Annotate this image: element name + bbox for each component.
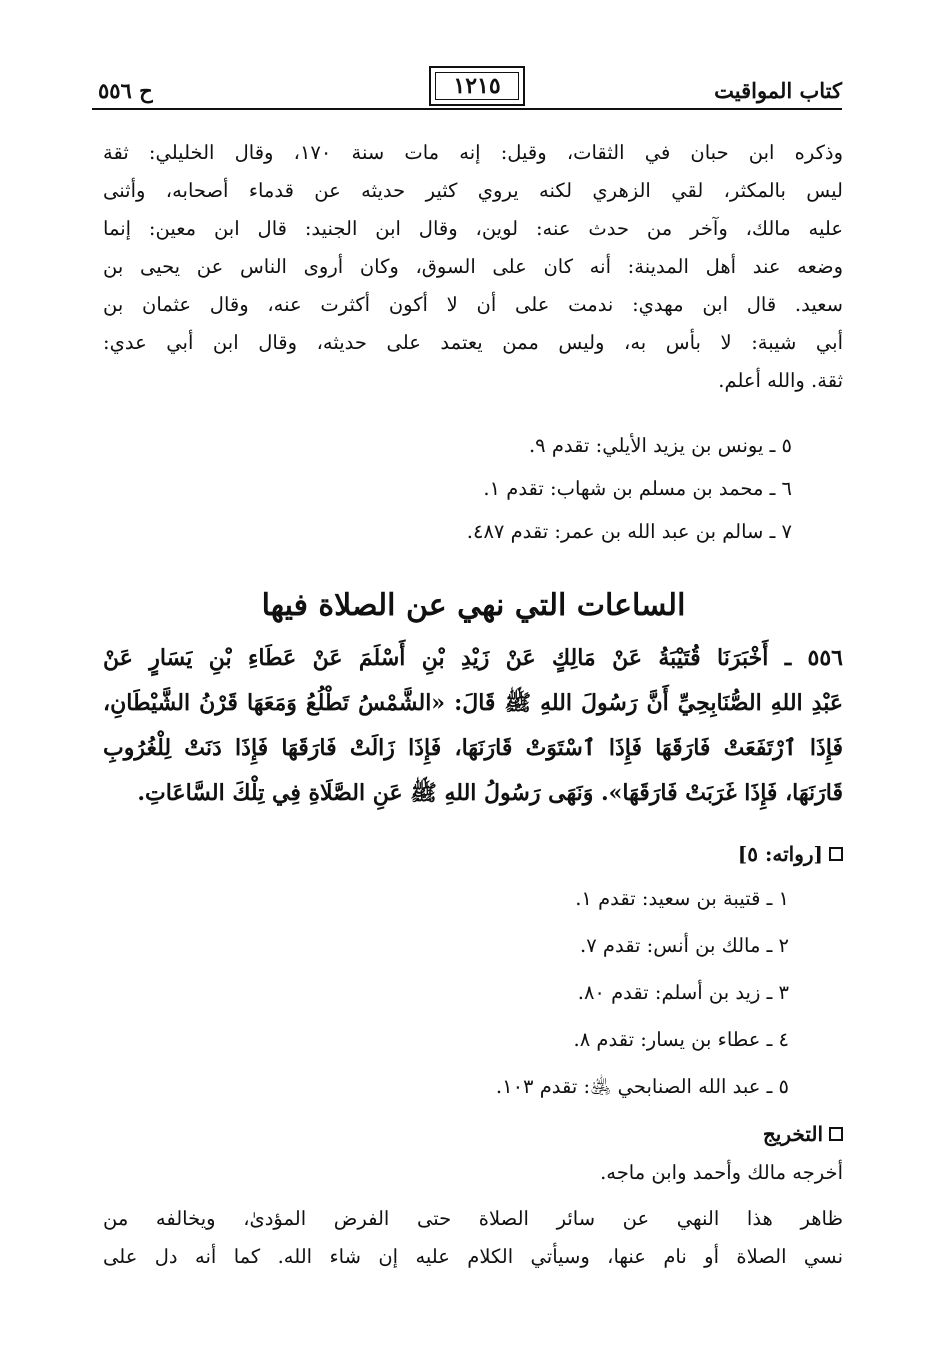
page-header: [92, 66, 842, 130]
text-line: سعيد. قال ابن مهدي: ندمت على أن لا أكون أكثرت عنه، وقال عثمان بن: [103, 293, 843, 316]
list-item: ٥ ـ عبد الله الصنابحي ﵁: تقدم ١٠٣.: [495, 1075, 789, 1098]
takhrij-heading-label: التخريج: [762, 1122, 823, 1146]
list-item: ٧ ـ سالم بن عبد الله بن عمر: تقدم ٤٨٧.: [466, 520, 792, 543]
list-item: ٢ ـ مالك بن أنس: تقدم ٧.: [580, 934, 789, 957]
text-line: وذكره ابن حبان في الثقات، وقيل: إنه مات سنة ١٧٠، وقال الخليلي: ثقة: [103, 141, 843, 164]
narrators-list: [189, 875, 789, 1110]
text-line: قَارَنَهَا، فَإِذَا غَرَبَتْ فَارَقَهَا». وَنَهَى رَسُولُ اللهِ ﷺ عَنِ الصَّلَاةِ فِي تِلْكَ السَّاعَاتِ.: [137, 780, 843, 806]
header-divider: [92, 108, 842, 110]
hadith-reference: ح ٥٥٦: [98, 78, 153, 103]
checkbox-icon: [829, 847, 843, 861]
narrators-heading: [738, 842, 843, 866]
list-item: ٦ ـ محمد بن مسلم بن شهاب: تقدم ١.: [483, 477, 792, 500]
text-line: ٥٥٦ ـ أَخْبَرَنَا قُتَيْبَةُ عَنْ مَالِكٍ عَنْ زَيْدِ بْنِ أَسْلَمَ عَنْ عَطَاءِ بْنِ يَسَارٍ عَنْ: [103, 645, 843, 671]
text-line: أخرجه مالك وأحمد وابن ماجه.: [600, 1161, 843, 1184]
checkbox-icon: [829, 1127, 843, 1141]
text-line: عَبْدِ اللهِ الصُّنَابِحِيِّ أَنَّ رَسُولَ اللهِ ﷺ قَالَ: «الشَّمْسُ تَطْلُعُ وَمَعَهَا قَرْنُ الشَّيْطَانِ،: [103, 690, 843, 716]
text-line: وضعه عند أهل المدينة: أنه كان على السوق، وكان أروى الناس عن يحيى بن: [103, 255, 843, 278]
text-line: أبي شيبة: لا بأس به، وليس ممن يعتمد على حديثه، وقال ابن أبي عدي:: [103, 331, 843, 354]
section-title: الساعات التي نهي عن الصلاة فيها: [261, 588, 686, 623]
takhrij-heading: [763, 1122, 843, 1146]
takhrij-text: [103, 1154, 843, 1192]
text-line: ثقة. والله أعلم.: [718, 369, 843, 392]
final-paragraph: [103, 1200, 843, 1276]
narrators-heading-label: [رواته: ٥]: [737, 842, 823, 866]
previous-narrators-list: [192, 424, 792, 553]
list-item: ١ ـ قتيبة بن سعيد: تقدم ١.: [575, 887, 789, 910]
hadith-text: [103, 636, 843, 816]
book-title: كتاب المواقيت: [714, 78, 842, 103]
list-item: ٣ ـ زيد بن أسلم: تقدم ٨٠.: [577, 981, 789, 1004]
text-line: ليس بالمكثر، لقي الزهري لكنه يروي كثير حديثه عن قدماء أصحابه، وأثنى: [103, 179, 843, 202]
list-item: ٥ ـ يونس بن يزيد الأيلي: تقدم ٩.: [528, 434, 792, 457]
text-line: فَإِذَا ٱرْتَفَعَتْ فَارَقَهَا فَإِذَا ٱسْتَوَتْ قَارَنَهَا، فَإِذَا زَالَتْ فَارَقَهَا فَإِذَا دَنَتْ لِلْغُرُوبِ: [103, 735, 843, 761]
page-number-frame: [429, 66, 525, 106]
text-line: عليه مالك، وآخر من حدث عنه: لوين، وقال ابن الجنيد: قال ابن معين: إنما: [103, 217, 843, 240]
text-line: ظاهر هذا النهي عن سائر الصلاة حتى الفرض المؤدىٰ، ويخالفه من: [103, 1207, 843, 1230]
intro-paragraph: [103, 134, 843, 400]
list-item: ٤ ـ عطاء بن يسار: تقدم ٨.: [573, 1028, 789, 1051]
text-line: نسي الصلاة أو نام عنها، وسيأتي الكلام عليه إن شاء الله. كما أنه دل على: [103, 1245, 843, 1268]
page-number: ١٢١٥: [453, 73, 501, 99]
